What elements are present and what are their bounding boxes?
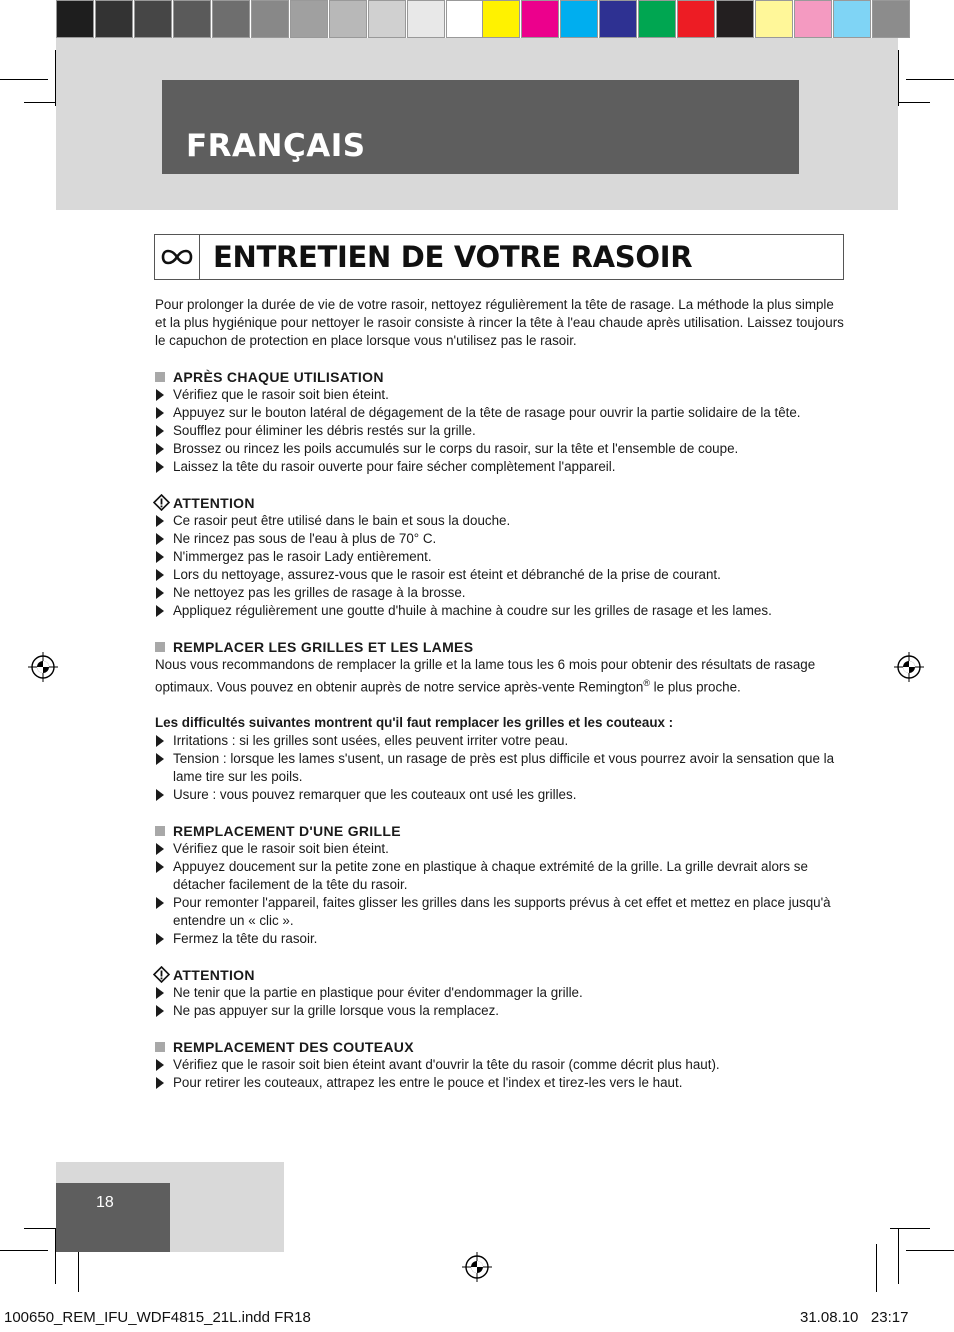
warning-icon [153,966,170,983]
list-item: Fermez la tête du rasoir. [155,930,845,948]
section-title: ATTENTION [173,495,255,511]
infinity-icon [155,235,200,279]
color-swatch [755,0,793,38]
process-color-bar [482,0,911,38]
arrow-bullet-icon [156,843,164,855]
arrow-bullet-icon [156,533,164,545]
color-swatch [290,0,328,38]
arrow-bullet-icon [156,861,164,873]
section-heading: ENTRETIEN DE VOTRE RASOIR [213,240,693,274]
arrow-bullet-icon [156,389,164,401]
list-item: Irritations : si les grilles sont usées, elles peuvent irriter votre peau. [155,732,845,750]
arrow-bullet-icon [156,569,164,581]
arrow-bullet-icon [156,515,164,527]
crop-mark [906,79,954,80]
square-bullet-icon [155,642,165,652]
page-number: 18 [96,1194,114,1211]
crop-mark [890,1228,930,1229]
color-swatch [482,0,520,38]
section-attention-2 [155,966,845,1020]
registration-mark-icon [462,1252,492,1282]
square-bullet-icon [155,826,165,836]
warning-icon [153,494,170,511]
list-item: Ne rincez pas sous de l'eau à plus de 70° C. [155,530,845,548]
section-replace-foil [155,822,845,948]
color-swatch [560,0,598,38]
square-bullet-icon [155,1042,165,1052]
document-body [155,296,845,1092]
section-title: REMPLACEMENT DES COUTEAUX [173,1039,414,1056]
arrow-bullet-icon [156,425,164,437]
color-swatch [521,0,559,38]
color-swatch [212,0,250,38]
list-item: Pour retirer les couteaux, attrapez les entre le pouce et l'index et tirez-les vers le haut. [155,1074,845,1092]
section-title: ATTENTION [173,967,255,984]
section-replace-foils [155,638,845,804]
arrow-bullet-icon [156,1059,164,1071]
footer-file-name: 100650_REM_IFU_WDF4815_21L.indd FR18 [4,1309,311,1326]
square-bullet-icon [155,372,165,382]
color-swatch [794,0,832,38]
color-swatch [56,0,94,38]
list-item: N'immergez pas le rasoir Lady entièrement. [155,548,845,566]
list-item: Brossez ou rincez les poils accumulés sur le corps du rasoir, sur la tête et l'ensemble de coupe. [155,440,845,458]
arrow-bullet-icon [156,1005,164,1017]
color-swatch [251,0,289,38]
list-item: Tension : lorsque les lames s'usent, un rasage de près est plus difficile et vous pourrez avoir la sensation que la lame tire sur les poils. [155,750,845,786]
list-item: Appliquez régulièrement une goutte d'huile à machine à coudre sur les grilles de rasage et les lames. [155,602,845,620]
color-swatch [446,0,484,38]
arrow-bullet-icon [156,605,164,617]
list-item: Ne tenir que la partie en plastique pour éviter d'endommager la grille. [155,984,845,1002]
color-swatch [134,0,172,38]
crop-mark [898,50,899,106]
arrow-bullet-icon [156,987,164,999]
arrow-bullet-icon [156,551,164,563]
crop-mark [898,1228,899,1284]
language-title: FRANÇAIS [186,128,366,164]
section-after-use [155,368,845,476]
list-item: Usure : vous pouvez remarquer que les couteaux ont usé les grilles. [155,786,845,804]
crop-mark [906,1250,954,1251]
arrow-bullet-icon [156,587,164,599]
list-item: Laissez la tête du rasoir ouverte pour faire sécher complètement l'appareil. [155,458,845,476]
color-swatch [173,0,211,38]
registration-mark-icon [894,652,924,682]
language-title-box [162,80,799,174]
difficulties-intro: Les difficultés suivantes montrent qu'il faut remplacer les grilles et les couteaux : [155,715,674,731]
color-swatch [872,0,910,38]
list-item: Ce rasoir peut être utilisé dans le bain et sous la douche. [155,512,845,530]
section-title: REMPLACER LES GRILLES ET LES LAMES [173,639,474,655]
intro-paragraph: Pour prolonger la durée de vie de votre rasoir, nettoyez régulièrement la tête de rasage. La méthode la plus simple et la plus hygiénique pour nettoyer le rasoir consiste à rincer la tête à l'eau chaude après utilisation. Laissez toujours le capuchon de protection en place lorsque vous n'utilisez pas le rasoir. [155,297,844,348]
color-swatch [716,0,754,38]
grayscale-color-bar [56,0,485,38]
list-item: Vérifiez que le rasoir soit bien éteint avant d'ouvrir la tête du rasoir (comme décrit plus haut). [155,1056,845,1074]
arrow-bullet-icon [156,461,164,473]
replace-paragraph: Nous vous recommandons de remplacer la grille et la lame tous les 6 mois pour obtenir des résultats de rasage optimaux. Vous pouvez en obtenir auprès de notre service après-vente Remington® le plus proche. [155,657,816,695]
list-item: Vérifiez que le rasoir soit bien éteint. [155,386,845,404]
section-title: APRÈS CHAQUE UTILISATION [173,369,384,385]
color-swatch [329,0,367,38]
list-item: Ne pas appuyer sur la grille lorsque vous la remplacez. [155,1002,845,1020]
crop-mark [876,1244,877,1292]
registered-mark: ® [643,678,650,688]
arrow-bullet-icon [156,933,164,945]
arrow-bullet-icon [156,789,164,801]
list-item: Pour remonter l'appareil, faites glisser les grilles dans les supports prévus à cet effet et mettez en place jusqu'à entendre un « clic ». [155,894,845,930]
footer-date: 31.08.10 23:17 [800,1309,909,1326]
color-swatch [407,0,445,38]
arrow-bullet-icon [156,753,164,765]
color-swatch [599,0,637,38]
list-item: Lors du nettoyage, assurez-vous que le rasoir est éteint et débranché de la prise de courant. [155,566,845,584]
list-item: Vérifiez que le rasoir soit bien éteint. [155,840,845,858]
arrow-bullet-icon [156,1077,164,1089]
list-item: Appuyez doucement sur la petite zone en plastique à chaque extrémité de la grille. La grille devrait alors se détacher facilement de la tête du rasoir. [155,858,845,894]
crop-mark [0,1250,48,1251]
section-title: REMPLACEMENT D'UNE GRILLE [173,823,401,840]
arrow-bullet-icon [156,407,164,419]
color-swatch [368,0,406,38]
color-swatch [833,0,871,38]
section-replace-cutters [155,1038,845,1092]
color-swatch [95,0,133,38]
color-swatch [638,0,676,38]
list-item: Ne nettoyez pas les grilles de rasage à la brosse. [155,584,845,602]
color-swatch [677,0,715,38]
list-item: Soufflez pour éliminer les débris restés sur la grille. [155,422,845,440]
registration-mark-icon [28,652,58,682]
arrow-bullet-icon [156,735,164,747]
section-heading-box [154,234,844,280]
list-item: Appuyez sur le bouton latéral de dégagement de la tête de rasage pour ouvrir la partie solidaire de la tête. [155,404,845,422]
arrow-bullet-icon [156,897,164,909]
section-attention-1 [155,494,845,620]
crop-mark [0,79,48,80]
arrow-bullet-icon [156,443,164,455]
